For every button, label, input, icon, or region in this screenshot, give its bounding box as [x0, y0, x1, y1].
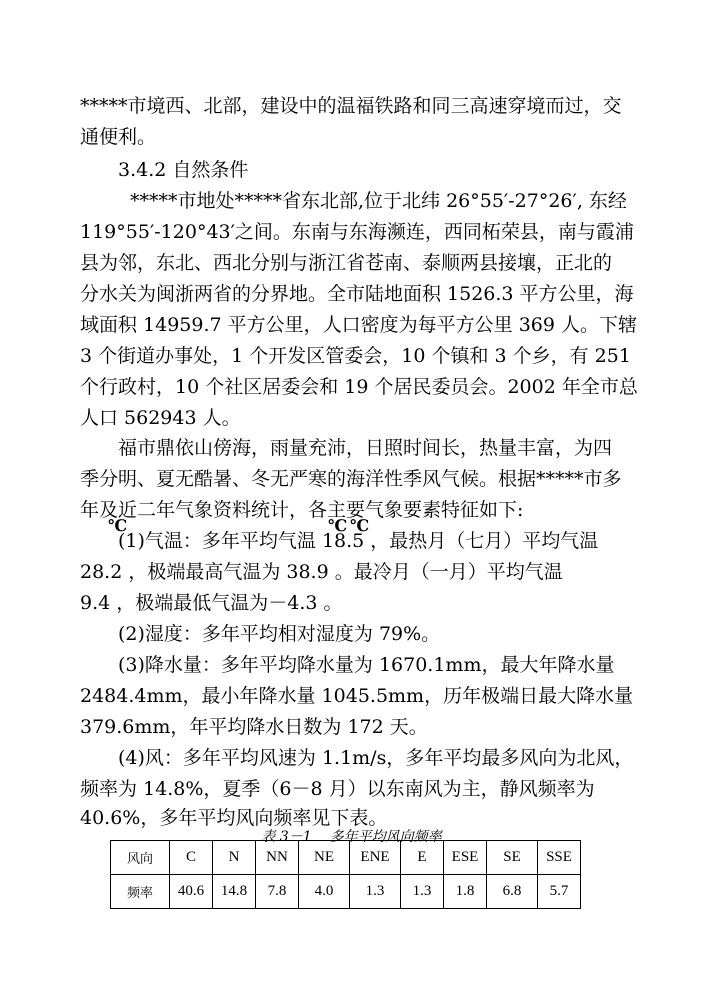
row-header-direction: 风向 — [111, 841, 170, 875]
para-line-24: 40.6%，多年平均风向频率见下表。 — [80, 807, 388, 829]
table-row-directions — [111, 841, 581, 875]
dir-cell: NN — [256, 841, 299, 875]
dir-cell: E — [401, 841, 444, 875]
freq-cell: 5.7 — [538, 875, 581, 909]
para-line-14: 年及近二年气象资料统计，各主要气象要素特征如下: — [80, 499, 524, 521]
freq-cell: 1.3 — [401, 875, 444, 909]
para-line-8: 域面积 14959.7 平方公里，人口密度为每平方公里 369 人。下辖 — [80, 314, 637, 336]
para-line-16: 28.2 ，极端最高气温为 38.9 。最冷月（一月）平均气温 — [80, 561, 563, 583]
para-line-7: 分水关为闽浙两省的分界地。全市陆地面积 1526.3 平方公里，海 — [80, 283, 634, 305]
para-line-17: 9.4 ，极端最低气温为－4.3 。 — [80, 592, 343, 614]
dir-cell: ENE — [350, 841, 401, 875]
table-caption-title: 多年平均风向频率 — [329, 829, 442, 845]
freq-cell: 40.6 — [170, 875, 213, 909]
para-line-11: 人口 562943 人。 — [80, 407, 241, 429]
para-line-15: (1)气温：多年平均气温 18.5 ，最热月（七月）平均气温 — [118, 530, 599, 552]
para-line-18: (2)湿度：多年平均相对湿度为 79%。 — [118, 623, 441, 645]
degree-mark-2: ℃ — [328, 516, 348, 535]
para-line-5: 119°55′-120°43′之间。东南与东海濒连，西同柘荣县，南与霞浦 — [80, 221, 634, 243]
para-line-4: *****市地处*****省东北部,位于北纬 26°55′-27°26′, 东经 — [130, 190, 627, 212]
para-line-13: 季分明、夏无酷暑、冬无严寒的海洋性季风气候。根据*****市多 — [80, 468, 622, 490]
para-line-23: 频率为 14.8%，夏季（6－8 月）以东南风为主，静风频率为 — [80, 778, 595, 800]
para-line-6: 县为邻，东北、西北分别与浙江省苍南、泰顺两县接壤，正北的 — [80, 252, 613, 274]
para-line-12: 福市鼎依山傍海，雨量充沛，日照时间长，热量丰富，为四 — [118, 437, 613, 459]
table-caption-number: 表 3－1 — [261, 829, 312, 845]
dir-cell: NE — [299, 841, 350, 875]
freq-cell: 4.0 — [299, 875, 350, 909]
para-line-20: 2484.4mm，最小年降水量 1045.5mm，历年极端日最大降水量 — [80, 685, 634, 707]
table-row-frequencies — [111, 875, 581, 909]
wind-frequency-table — [110, 840, 581, 909]
section-heading: 3.4.2 自然条件 — [118, 159, 249, 181]
para-line-10: 个行政村，10 个社区居委会和 19 个居民委员会。2002 年全市总 — [80, 376, 638, 398]
freq-cell: 6.8 — [487, 875, 538, 909]
para-line-9: 3 个街道办事处，1 个开发区管委会，10 个镇和 3 个乡，有 251 — [80, 345, 631, 367]
para-line-22: (4)风：多年平均风速为 1.1m/s，多年平均最多风向为北风， — [118, 747, 634, 769]
dir-cell: SE — [487, 841, 538, 875]
dir-cell: SSE — [538, 841, 581, 875]
freq-cell: 1.8 — [444, 875, 487, 909]
para-line-1: *****市境西、北部，建设中的温福铁路和同三高速穿境而过，交 — [80, 95, 622, 117]
para-line-19: (3)降水量：多年平均降水量为 1670.1mm，最大年降水量 — [118, 654, 615, 676]
row-header-frequency: 频率 — [111, 875, 170, 909]
dir-cell: ESE — [444, 841, 487, 875]
freq-cell: 14.8 — [213, 875, 256, 909]
degree-mark-1: ℃ — [108, 516, 128, 535]
dir-cell: N — [213, 841, 256, 875]
freq-cell: 1.3 — [350, 875, 401, 909]
para-line-21: 379.6mm，年平均降水日数为 172 天。 — [80, 716, 428, 738]
degree-mark-3: ℃ — [350, 516, 370, 535]
freq-cell: 7.8 — [256, 875, 299, 909]
dir-cell: C — [170, 841, 213, 875]
para-line-2: 通便利。 — [80, 126, 157, 148]
